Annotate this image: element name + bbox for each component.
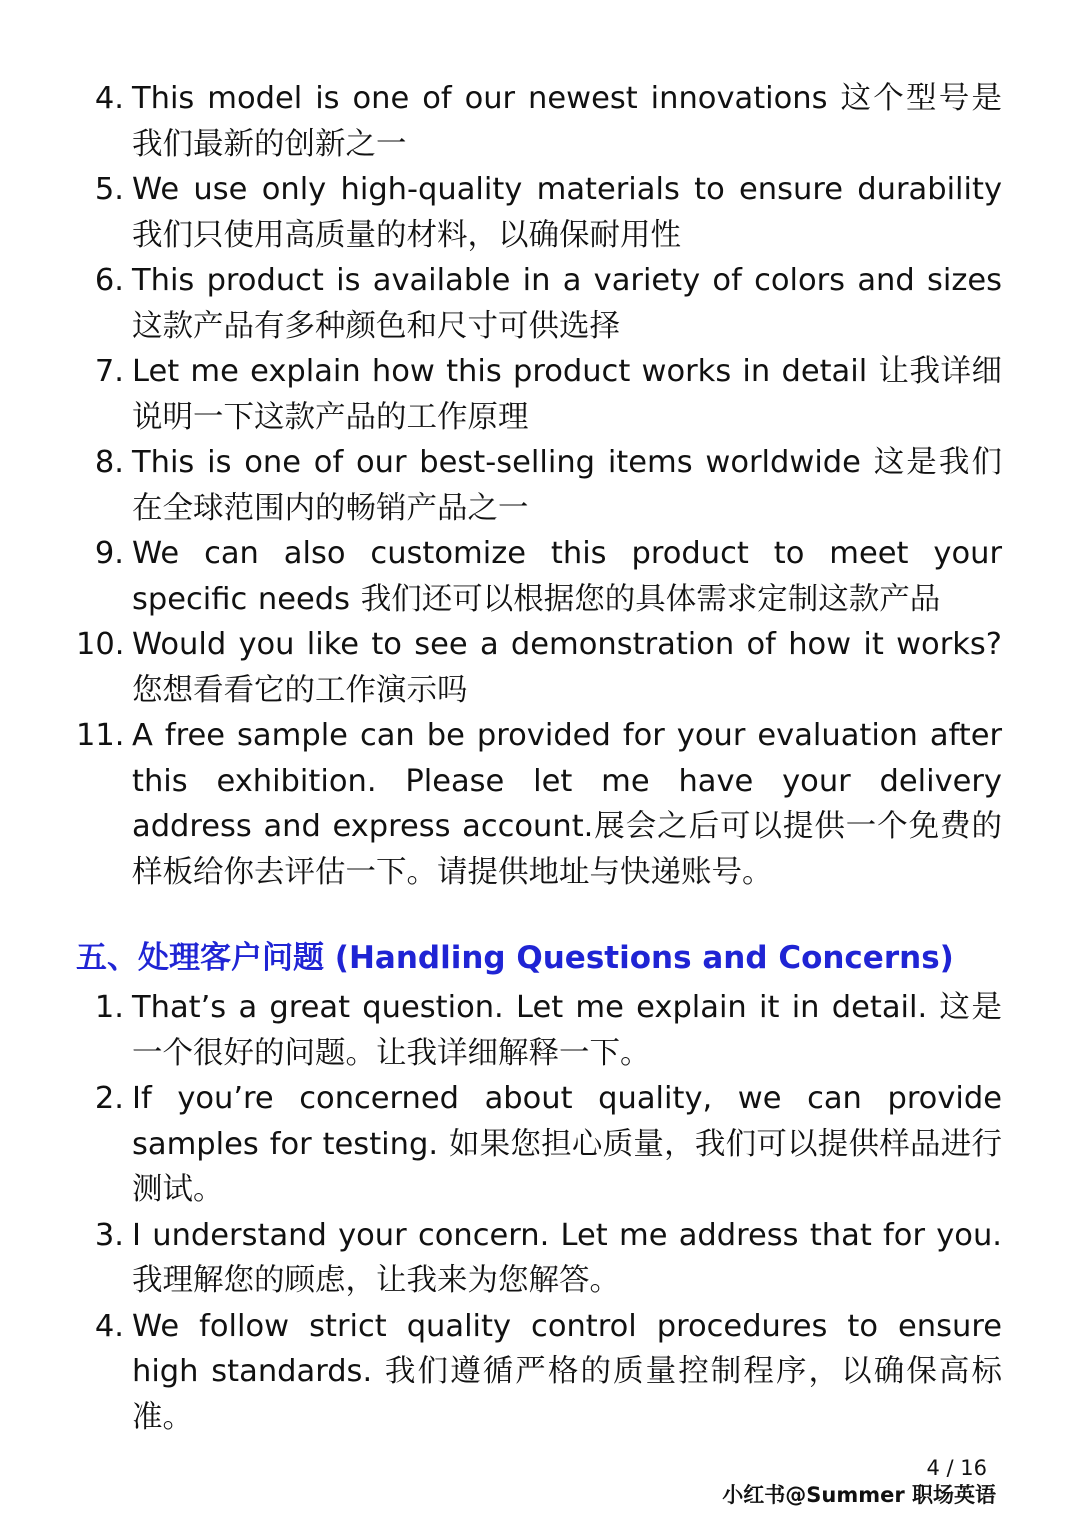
list-item xyxy=(76,349,1002,440)
list-item xyxy=(76,1076,1002,1213)
list-item-number: 4. xyxy=(94,81,124,116)
list-item xyxy=(76,1213,1002,1304)
list-item-number: 4. xyxy=(94,1308,124,1344)
page-number: 4 / 16 xyxy=(926,1456,987,1480)
list-item-number: 1. xyxy=(94,990,124,1025)
list-item-text: Let me explain how this product works in detail 让我详细说明一下这款产品的工作原理 xyxy=(132,354,1002,435)
list-item-number: 7. xyxy=(94,354,124,389)
list-item xyxy=(76,713,1002,895)
list-item xyxy=(76,76,1002,167)
list-item xyxy=(76,622,1002,713)
phrase-list-bottom xyxy=(76,985,1002,1440)
list-item-text: We follow strict quality control procedures to ensure high standards. 我们遵循严格的质量控制程序，以确保高标准。 xyxy=(132,1308,1002,1435)
list-item-number: 6. xyxy=(94,263,124,298)
list-item-text: This is one of our best-selling items worldwide 这是我们在全球范围内的畅销产品之一 xyxy=(132,445,1002,526)
list-item-text: If you’re concerned about quality, we can provide samples for testing. 如果您担心质量，我们可以提供样品进行测试。 xyxy=(132,1081,1002,1207)
list-item-text: I understand your concern. Let me address that for you. 我理解您的顾虑，让我来为您解答。 xyxy=(132,1217,1002,1298)
list-item-text: We can also customize this product to meet your specific needs 我们还可以根据您的具体需求定制这款产品 xyxy=(132,536,1002,617)
list-item-text: This model is one of our newest innovations 这个型号是我们最新的创新之一 xyxy=(132,81,1002,162)
list-item-number: 9. xyxy=(94,536,124,571)
list-item-number: 11. xyxy=(76,718,125,753)
list-item xyxy=(76,531,1002,622)
list-item-number: 8. xyxy=(94,445,124,480)
list-item xyxy=(76,985,1002,1076)
list-item-text: Would you like to see a demonstration of how it works? 您想看看它的工作演示吗 xyxy=(132,627,1002,708)
list-item-number: 5. xyxy=(94,172,124,207)
section-heading: 五、处理客户问题 (Handling Questions and Concerns) xyxy=(76,940,954,976)
list-item xyxy=(76,440,1002,531)
phrase-list-top xyxy=(76,76,1002,895)
list-item-text: That’s a great question. Let me explain it in detail. 这是一个很好的问题。让我详细解释一下。 xyxy=(132,990,1002,1071)
list-item xyxy=(76,1304,1002,1441)
list-item-number: 3. xyxy=(94,1217,124,1253)
list-item-number: 2. xyxy=(94,1081,124,1116)
list-item-text: This product is available in a variety of colors and sizes 这款产品有多种颜色和尺寸可供选择 xyxy=(132,263,1002,344)
list-item-text: We use only high-quality materials to ensure durability 我们只使用高质量的材料，以确保耐用性 xyxy=(132,172,1002,253)
brand-watermark: 小红书@Summer 职场英语 xyxy=(722,1483,996,1507)
list-item xyxy=(76,167,1002,258)
list-item-text: A free sample can be provided for your evaluation after this exhibition. Please let me have your delivery address and express account.展会之后可以提供一个免费的样板给你去评估一下。请提供地址与快递账号。 xyxy=(132,718,1002,890)
list-item xyxy=(76,258,1002,349)
list-item-number: 10. xyxy=(76,627,125,662)
